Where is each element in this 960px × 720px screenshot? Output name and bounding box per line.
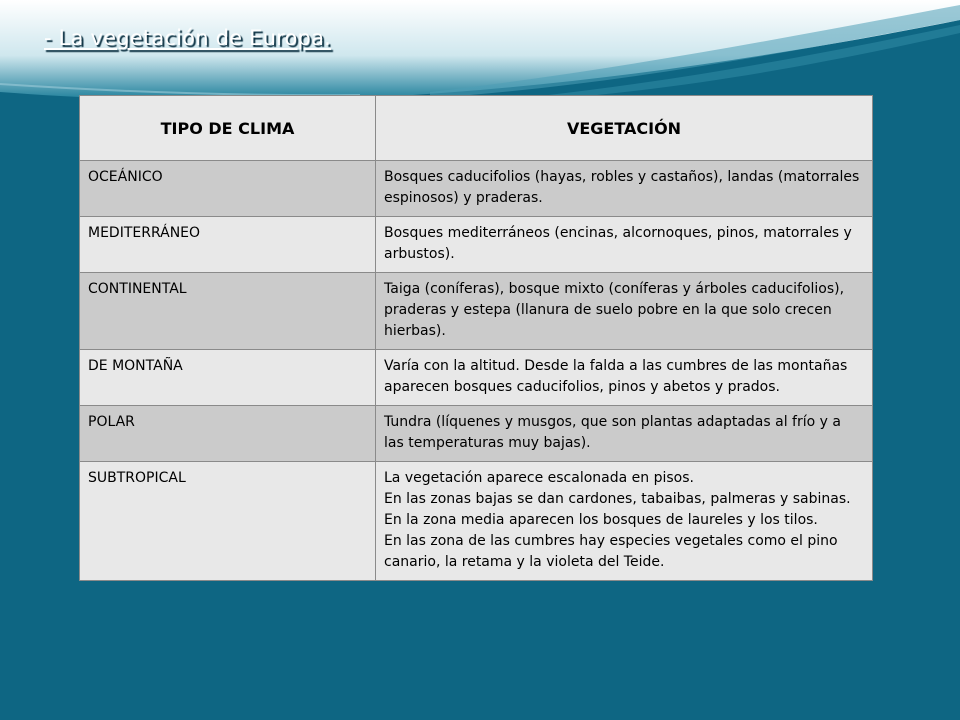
- table-row: [80, 462, 873, 581]
- vegetation-table: [79, 95, 873, 581]
- vegetacion-cell: Varía con la altitud. Desde la falda a las cumbres de las montañas aparecen bosques caducifolios, pinos y abetos y prados.: [376, 350, 873, 406]
- vegetacion-cell: Tundra (líquenes y musgos, que son plantas adaptadas al frío y a las temperaturas muy bajas).: [376, 406, 873, 462]
- clima-cell: POLAR: [80, 406, 376, 462]
- table-row: [80, 161, 873, 217]
- vegetacion-line: En las zonas bajas se dan cardones, tabaibas, palmeras y sabinas.: [384, 491, 851, 507]
- clima-cell: MEDITERRÁNEO: [80, 217, 376, 273]
- clima-cell: SUBTROPICAL: [80, 462, 376, 581]
- vegetacion-line: En la zona media aparecen los bosques de laureles y los tilos.: [384, 512, 818, 528]
- clima-cell: DE MONTAÑA: [80, 350, 376, 406]
- table-header-row: [80, 96, 873, 161]
- table-row: [80, 217, 873, 273]
- vegetacion-cell: Bosques caducifolios (hayas, robles y castaños), landas (matorrales espinosos) y praderas.: [376, 161, 873, 217]
- table-row: [80, 406, 873, 462]
- clima-cell: CONTINENTAL: [80, 273, 376, 350]
- table-row: [80, 273, 873, 350]
- vegetacion-line: La vegetación aparece escalonada en pisos.: [384, 470, 694, 486]
- slide-title: - La vegetación de Europa.: [44, 26, 332, 50]
- header-tipo-de-clima: TIPO DE CLIMA: [80, 96, 376, 161]
- header-vegetacion: VEGETACIÓN: [376, 96, 873, 161]
- vegetacion-cell: Bosques mediterráneos (encinas, alcornoques, pinos, matorrales y arbustos).: [376, 217, 873, 273]
- vegetacion-line: En las zona de las cumbres hay especies vegetales como el pino canario, la retama y la violeta del Teide.: [384, 533, 838, 570]
- clima-cell: OCEÁNICO: [80, 161, 376, 217]
- table-row: [80, 350, 873, 406]
- vegetacion-cell: [376, 462, 873, 581]
- vegetacion-cell: Taiga (coníferas), bosque mixto (coníferas y árboles caducifolios), praderas y estepa (llanura de suelo pobre en la que solo crecen hierbas).: [376, 273, 873, 350]
